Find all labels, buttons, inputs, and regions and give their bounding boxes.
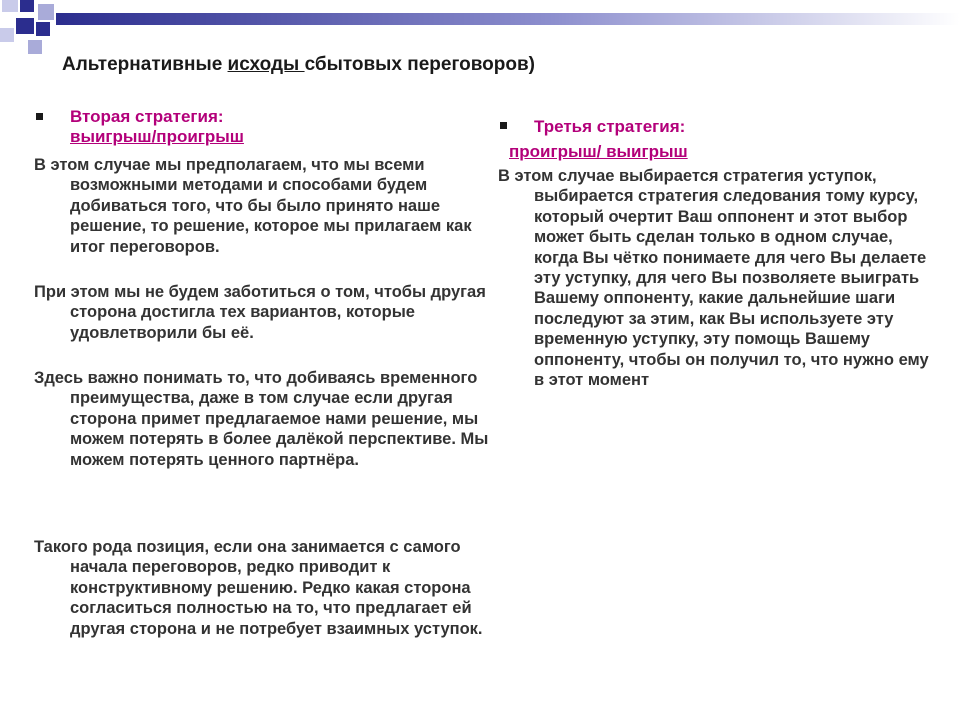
header-decoration bbox=[0, 0, 960, 60]
left-heading bbox=[70, 107, 244, 147]
left-paragraph-3: Здесь важно понимать то, что добиваясь временного преимущества, даже в том случае если другая сторона примет предлагаемое нами решение, мы можем потерять в более далёкой перспективе. Мы можем потерять ценного партнёра. bbox=[34, 369, 489, 469]
slide-title: Альтернативные исходы сбытовых переговоров) bbox=[62, 54, 535, 75]
right-heading-line2: проигрыш/ выигрыш bbox=[509, 142, 688, 161]
left-paragraph-4: Такого рода позиция, если она занимается с самого начала переговоров, редко приводит к конструктивному решению. Редко какая сторона согласиться полностью на то, что предлагает ей другая сторона и не потребует взаимных уступок. bbox=[34, 538, 483, 638]
left-heading-line1: Вторая стратегия: bbox=[70, 107, 224, 126]
bullet-square-icon bbox=[36, 113, 43, 120]
right-paragraph: В этом случае выбирается стратегия уступок, выбирается стратегия следования тому курсу, который очертит Ваш оппонент и этот выбор может быть сделан только в одном случае, когда Вы чётко понимаете для чего Вы делаете эту уступку, для чего Вы позволяете выиграть Вашему оппоненту, какие дальнейшие шаги последуют за этим, как Вы используете эту временную уступку, эту помощь Вашему оппоненту, чтобы он получил то, что нужно ему в этот момент bbox=[498, 167, 929, 390]
left-heading-line2: выигрыш/проигрыш bbox=[70, 127, 244, 146]
title-underlined-word: исходы bbox=[227, 54, 305, 75]
left-paragraph-1: В этом случае мы предполагаем, что мы всеми возможными методами и способами будем добиваться того, что бы было принято наше решение, то решение, которое мы прилагаем как итог переговоров. bbox=[34, 156, 472, 256]
bullet-square-icon bbox=[500, 122, 507, 129]
right-heading-line1: Третья стратегия: bbox=[534, 117, 686, 136]
left-paragraph-2: При этом мы не будем заботиться о том, чтобы другая сторона достигла тех вариантов, которые удовлетворили бы её. bbox=[34, 283, 486, 342]
